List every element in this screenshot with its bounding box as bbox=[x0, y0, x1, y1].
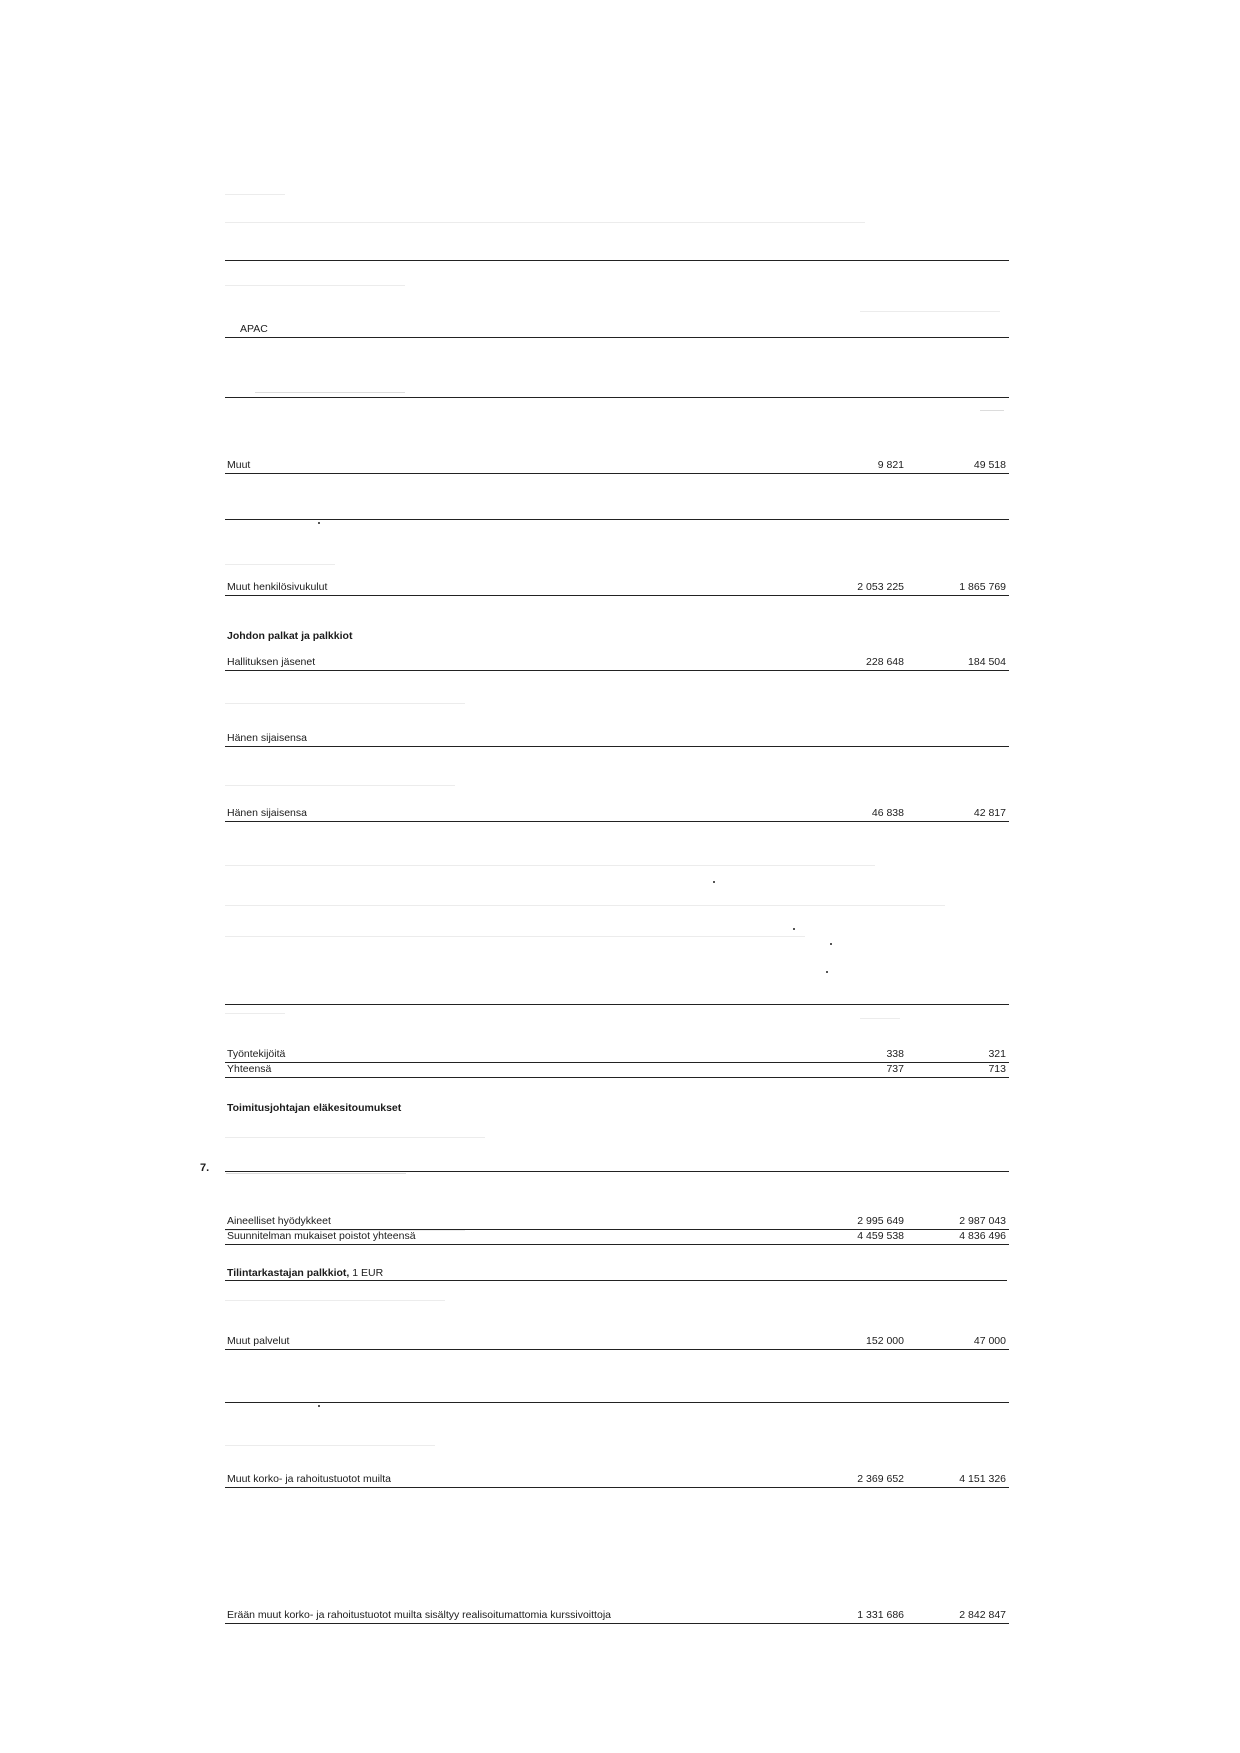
table-row bbox=[225, 579, 1009, 596]
table-row bbox=[225, 321, 1009, 338]
table-row bbox=[225, 1228, 1009, 1245]
row-label: Hänen sijaisensa bbox=[227, 807, 307, 819]
row-value-previous: 4 151 326 bbox=[959, 1473, 1006, 1485]
row-value-previous: 49 518 bbox=[973, 459, 1006, 471]
row-value-current: 9 821 bbox=[877, 459, 904, 471]
row-value-previous: 2 987 043 bbox=[959, 1215, 1006, 1227]
table-row bbox=[225, 654, 1009, 671]
row-value-current: 152 000 bbox=[866, 1335, 904, 1347]
table-row bbox=[225, 1061, 1009, 1078]
row-value-current: 228 648 bbox=[866, 656, 904, 668]
row-label: Suunnitelman mukaiset poistot yhteensä bbox=[227, 1230, 416, 1242]
row-label: Muut korko- ja rahoitustuotot muilta bbox=[227, 1473, 391, 1485]
section-rule bbox=[225, 260, 1009, 261]
row-value-previous: 2 842 847 bbox=[959, 1609, 1006, 1621]
row-label: Hänen sijaisensa bbox=[227, 732, 307, 744]
row-value-previous: 42 817 bbox=[973, 807, 1006, 819]
heading-ceo-pension: Toimitusjohtajan eläkesitoumukset bbox=[227, 1102, 402, 1114]
row-value-previous: 184 504 bbox=[968, 656, 1006, 668]
heading-management-pay: Johdon palkat ja palkkiot bbox=[227, 630, 353, 642]
section-rule bbox=[225, 1402, 1009, 1403]
row-value-current: 2 995 649 bbox=[857, 1215, 904, 1227]
section-rule bbox=[225, 1171, 1009, 1172]
row-value-previous: 321 bbox=[988, 1048, 1006, 1060]
row-value-previous: 1 865 769 bbox=[959, 581, 1006, 593]
table-row bbox=[225, 730, 1009, 747]
row-label: Yhteensä bbox=[227, 1063, 272, 1075]
row-label: Työntekijöitä bbox=[227, 1048, 286, 1060]
table-row bbox=[225, 457, 1009, 474]
row-label: Muut bbox=[227, 459, 251, 471]
row-label: Muut palvelut bbox=[227, 1335, 290, 1347]
row-value-current: 737 bbox=[886, 1063, 904, 1075]
table-row bbox=[225, 1333, 1009, 1350]
row-label: Aineelliset hyödykkeet bbox=[227, 1215, 331, 1227]
row-value-previous: 47 000 bbox=[973, 1335, 1006, 1347]
table-row bbox=[225, 1607, 1009, 1624]
heading-auditor-fees-label: Tilintarkastajan palkkiot, bbox=[227, 1267, 350, 1279]
row-value-current: 1 331 686 bbox=[857, 1609, 904, 1621]
section-rule bbox=[225, 519, 1009, 520]
section-rule bbox=[225, 1004, 1009, 1005]
row-label: Muut henkilösivukulut bbox=[227, 581, 328, 593]
section-rule bbox=[225, 397, 1009, 398]
row-label: Hallituksen jäsenet bbox=[227, 656, 316, 668]
note-number: 7. bbox=[200, 1162, 210, 1174]
row-value-previous: 4 836 496 bbox=[959, 1230, 1006, 1242]
row-value-previous: 713 bbox=[988, 1063, 1006, 1075]
heading-auditor-fees bbox=[225, 1266, 1007, 1281]
row-value-current: 2 053 225 bbox=[857, 581, 904, 593]
row-value-current: 338 bbox=[886, 1048, 904, 1060]
table-row bbox=[225, 805, 1009, 822]
heading-auditor-fees-unit: 1 EUR bbox=[352, 1267, 384, 1279]
row-label: Erään muut korko- ja rahoitustuotot muilta sisältyy realisoitumattomia kurssivoittoja bbox=[227, 1609, 611, 1621]
row-value-current: 46 838 bbox=[871, 807, 904, 819]
row-label: APAC bbox=[240, 323, 268, 335]
row-value-current: 2 369 652 bbox=[857, 1473, 904, 1485]
row-value-current: 4 459 538 bbox=[857, 1230, 904, 1242]
table-row bbox=[225, 1471, 1009, 1488]
